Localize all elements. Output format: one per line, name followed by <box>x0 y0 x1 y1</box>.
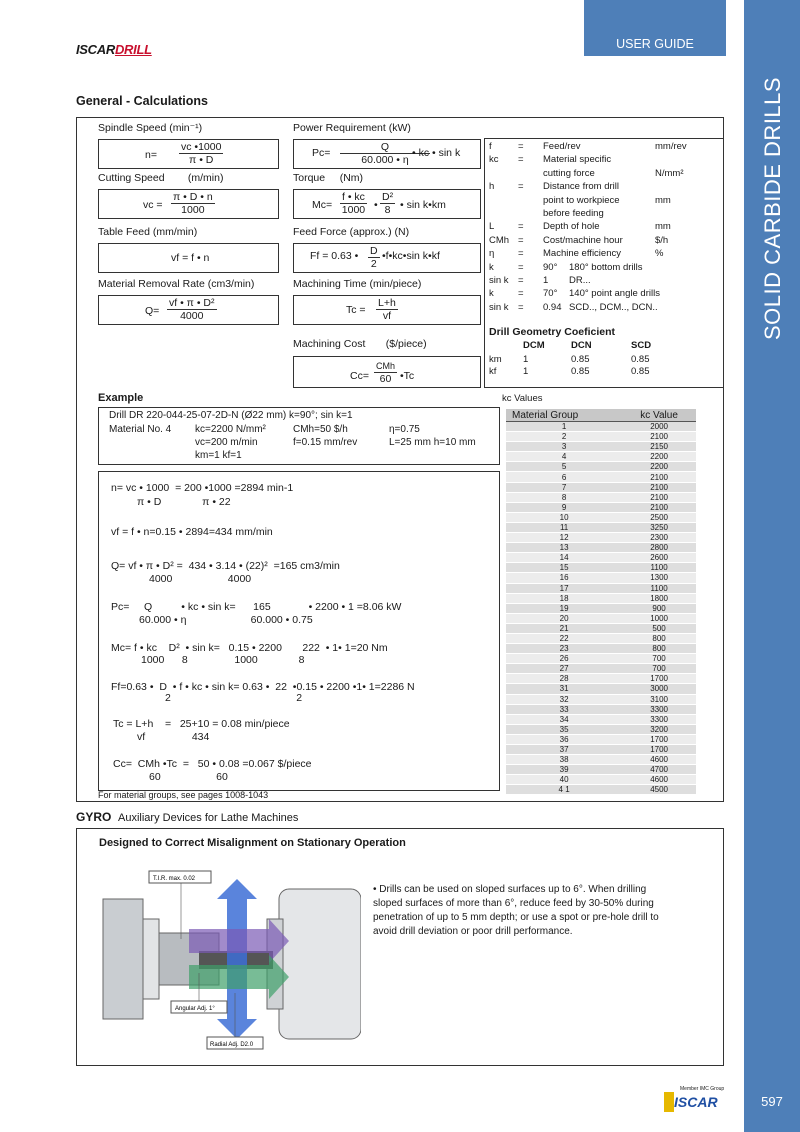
kc-row <box>506 755 696 765</box>
kc-material-group: 4 1 <box>506 785 622 795</box>
mrr-label: Material Removal Rate (cm3/min) <box>98 278 255 290</box>
kc-value: 4600 <box>622 775 696 785</box>
kc-row <box>506 654 696 664</box>
kc-material-group: 32 <box>506 694 622 704</box>
geometry-cell: 1 <box>523 366 529 377</box>
kc-row <box>506 775 696 785</box>
kc-row <box>506 674 696 684</box>
example-title: Example <box>98 392 144 404</box>
legend-cell: 0.94 <box>543 301 562 313</box>
kc-value: 3300 <box>622 704 696 714</box>
table-feed-label: Table Feed (mm/min) <box>98 226 198 238</box>
feed-force-label: Feed Force (approx.) (N) <box>293 226 410 238</box>
kc-material-group: 4 <box>506 452 622 462</box>
kc-row <box>506 522 696 532</box>
legend-cell: mm <box>655 194 671 206</box>
kc-material-group: 22 <box>506 633 622 643</box>
kc-row <box>506 613 696 623</box>
kc-value: 3200 <box>622 724 696 734</box>
geometry-cell: 1 <box>523 354 529 365</box>
kc-row <box>506 734 696 744</box>
kc-material-group: 34 <box>506 714 622 724</box>
tir-label: T.I.R. max. 0.02 <box>153 876 196 882</box>
kc-value: 4700 <box>622 765 696 775</box>
kc-value: 1100 <box>622 583 696 593</box>
kc-row <box>506 492 696 502</box>
example-params: Drill DR 220-044-25-07-2D-N (Ø22 mm) k=90°; sin k=1 Material No. 4 kc=2200 N/mm² CMh=50 $/h η=0.75 vc=200 m/min f=0.15 mm/rev L=25 mm h=10 mm km=1 kf=1 <box>98 407 500 465</box>
geometry-cell: km <box>489 354 502 365</box>
kc-material-group: 2 <box>506 432 622 442</box>
legend-cell: N/mm² <box>655 167 684 179</box>
kc-row <box>506 482 696 492</box>
kc-material-group: 23 <box>506 644 622 654</box>
kc-table <box>506 409 696 795</box>
kc-material-group: 17 <box>506 583 622 593</box>
kc-table-wrap <box>506 409 696 795</box>
legend-cell: = <box>518 154 524 166</box>
kc-row <box>506 633 696 643</box>
kc-material-group: 9 <box>506 502 622 512</box>
kc-value: 2100 <box>622 432 696 442</box>
legend-cell: 1 <box>543 275 549 286</box>
legend-cell: kc <box>489 154 499 166</box>
iscar-drill-logo: ISCARDRILL <box>76 42 152 57</box>
kc-material-group: 5 <box>506 462 622 472</box>
kc-material-group: 11 <box>506 522 622 532</box>
kc-material-group: 20 <box>506 613 622 623</box>
kc-value: 2200 <box>622 452 696 462</box>
kc-material-group: 16 <box>506 573 622 583</box>
legend-cell: 140° point angle drills <box>569 288 660 300</box>
kc-material-group: 18 <box>506 593 622 603</box>
kc-material-group: 8 <box>506 492 622 502</box>
machining-cost-formula: Cc= CMh 60 •Tc <box>293 356 481 388</box>
kc-material-group: 10 <box>506 512 622 522</box>
gyro-frame <box>76 828 724 1066</box>
legend-cell: Cost/machine hour <box>543 234 623 246</box>
geometry-col-header: SCD <box>631 340 652 351</box>
vertical-title <box>744 0 800 360</box>
kc-value: 4500 <box>622 785 696 795</box>
example-q: Q= vf • π • D² = 434 • 3.14 • (22)² =165 cm3/min <box>111 560 340 572</box>
kc-material-group: 7 <box>506 482 622 492</box>
kc-value: 2100 <box>622 482 696 492</box>
example-tc: Tc = L+h = 25+10 = 0.08 min/piece <box>113 718 290 730</box>
kc-header-group: Material Group <box>506 409 622 422</box>
kc-row <box>506 553 696 563</box>
legend-cell: point to workpiece <box>543 194 620 206</box>
kc-row <box>506 593 696 603</box>
legend-cell: = <box>518 234 524 246</box>
legend-cell: Depth of hole <box>543 221 600 233</box>
kc-value: 3250 <box>622 522 696 532</box>
kc-row <box>506 472 696 482</box>
machining-cost-label: Machining Cost ($/piece) <box>293 338 427 350</box>
kc-value: 800 <box>622 633 696 643</box>
page-number: 597 <box>761 1094 783 1109</box>
user-guide-tab: USER GUIDE <box>584 0 726 56</box>
geometry-cell: 0.85 <box>631 354 650 365</box>
kc-value: 2800 <box>622 543 696 553</box>
legend-cell: DR... <box>569 275 591 286</box>
kc-material-group: 27 <box>506 664 622 674</box>
kc-row <box>506 422 696 432</box>
power-label: Power Requirement (kW) <box>293 122 411 134</box>
cutting-speed-label: Cutting Speed (m/min) <box>98 172 224 184</box>
spindle-label: Spindle Speed (min⁻¹) <box>98 122 203 134</box>
kc-value: 2100 <box>622 472 696 482</box>
legend-cell: Material specific <box>543 154 612 166</box>
table-feed-formula: vf = f • n <box>98 243 279 273</box>
kc-row <box>506 603 696 613</box>
kc-row <box>506 704 696 714</box>
kc-values-caption: kc Values <box>502 393 543 404</box>
geometry-col-header: DCN <box>571 340 592 351</box>
kc-value: 2150 <box>622 442 696 452</box>
spindle-formula: n= $\frac{vc •1000}{\pi • D}$ <box>98 139 279 169</box>
legend-cell: = <box>518 275 524 286</box>
kc-value: 2500 <box>622 512 696 522</box>
legend-cell: = <box>518 181 524 193</box>
kc-material-group: 14 <box>506 553 622 563</box>
kc-row <box>506 714 696 724</box>
legend-cell: sin k <box>489 275 509 286</box>
kc-row <box>506 644 696 654</box>
kc-row <box>506 664 696 674</box>
section-title: General - Calculations <box>76 94 208 108</box>
legend-cell: $/h <box>655 234 669 246</box>
kc-row <box>506 745 696 755</box>
feed-force-formula: Ff = 0.63 • $\frac{D}{2}$ •f•kc•sin k•kf <box>293 243 481 273</box>
legend-cell: 70° <box>543 288 558 300</box>
legend-cell: cutting force <box>543 167 595 179</box>
kc-row <box>506 533 696 543</box>
example-cc: Cc= CMh •Tc = 50 • 0.08 =0.067 $/piece <box>113 758 312 770</box>
legend-cell: Feed/rev <box>543 141 581 152</box>
vertical-title-text: SOLID CARBIDE DRILLS <box>760 76 785 340</box>
kc-value: 1700 <box>622 674 696 684</box>
gyro-box-title: Designed to Correct Misalignment on Stationary Operation <box>99 837 406 849</box>
legend-cell: CMh <box>489 234 510 246</box>
example-calculations: n= vc • 1000 = 200 •1000 =2894 min-1 π • D π • 22 vf = f • n=0.15 • 2894=434 mm/min Q= vf • π • D² = 434 • 3.14 • (22)² =165 cm3/min 4000 4000 Pc= Q • kc • sin k= 165 • 2200 • 1 =8.06 kW 60.000 • η 60.000 • 0.75 Mc= f • kc D² • sin k= 0.15 • 2200 222 • 1• 1=20 Nm 1000 8 1000 8 Ff=0.63 • D • f • kc • sin k= 0.63 • 22 •0.15 • 2200 •1• 1=2286 N 2 2 Tc = L+h = 25+10 = 0.08 min/piece vf 434 Cc= CMh •Tc = 50 • 0.08 =0.067 $/piece 60 60 <box>98 471 500 791</box>
kc-material-group: 33 <box>506 704 622 714</box>
kc-row <box>506 512 696 522</box>
mrr-formula: Q= $\frac{\text{vf • π • D²}}{4000}$ <box>98 295 279 325</box>
legend-cell: = <box>518 141 524 152</box>
legend-cell: 180° bottom drills <box>569 261 643 273</box>
legend-cell: before feeding <box>543 208 604 219</box>
kc-value: 2100 <box>622 502 696 512</box>
kc-material-group: 35 <box>506 724 622 734</box>
kc-material-group: 13 <box>506 543 622 553</box>
legend-cell: = <box>518 221 524 233</box>
angular-label: Angular Adj. 1° <box>175 1006 215 1012</box>
kc-row <box>506 442 696 452</box>
kc-value: 1000 <box>622 613 696 623</box>
legend-cell: k <box>489 288 494 300</box>
kc-material-group: 1 <box>506 422 622 432</box>
example-n: n= vc • 1000 = 200 •1000 =2894 min-1 <box>111 482 294 494</box>
kc-row <box>506 583 696 593</box>
kc-material-group: 3 <box>506 442 622 452</box>
kc-header-value: kc Value <box>622 409 696 422</box>
legend-cell: 90° <box>543 261 558 273</box>
kc-material-group: 12 <box>506 533 622 543</box>
iscar-footer-logo: Member IMC Group ISCAR <box>660 1086 730 1114</box>
legend-cell: η <box>489 248 495 260</box>
geometry-title: Drill Geometry Coeficient <box>489 326 616 338</box>
torque-formula: Mc= $\frac{f • kc}{1000}$ • $\frac{\text{D²}}{8}$ • sin k•km <box>293 189 481 219</box>
kc-row <box>506 785 696 795</box>
legend-cell: = <box>518 261 524 273</box>
torque-label: Torque (Nm) <box>293 172 364 184</box>
legend-cell: Distance from drill <box>543 181 620 193</box>
kc-material-group: 15 <box>506 563 622 573</box>
kc-material-group: 21 <box>506 623 622 633</box>
kc-value: 1700 <box>622 734 696 744</box>
kc-value: 800 <box>622 644 696 654</box>
kc-row <box>506 623 696 633</box>
kc-value: 700 <box>622 664 696 674</box>
legend-cell: = <box>518 301 524 313</box>
power-formula: Pc= $\frac{Q}{60.000 • \eta}$ • kc • sin k <box>293 139 481 169</box>
legend-cell: k <box>489 261 494 273</box>
legend-cell: mm <box>655 221 671 233</box>
material-groups-note: For material groups, see pages 1008-1043 <box>98 790 269 800</box>
geometry-cell: kf <box>489 366 497 377</box>
kc-value: 3300 <box>622 714 696 724</box>
kc-material-group: 31 <box>506 684 622 694</box>
kc-material-group: 26 <box>506 654 622 664</box>
kc-value: 1300 <box>622 573 696 583</box>
kc-row <box>506 573 696 583</box>
kc-value: 1700 <box>622 745 696 755</box>
legend-cell: mm/rev <box>655 141 687 152</box>
example-pc: Pc= Q • kc • sin k= 165 • 2200 • 1 =8.06 kW <box>111 601 402 613</box>
kc-value: 2100 <box>622 492 696 502</box>
kc-material-group: 19 <box>506 603 622 613</box>
example-vf: vf = f • n=0.15 • 2894=434 mm/min <box>111 526 273 538</box>
kc-material-group: 37 <box>506 745 622 755</box>
legend-cell: Machine efficiency <box>543 248 621 260</box>
kc-value: 2600 <box>622 553 696 563</box>
kc-row <box>506 765 696 775</box>
kc-material-group: 28 <box>506 674 622 684</box>
radial-label: Radial Adj. D2.0 <box>210 1042 254 1048</box>
geometry-col-header: DCM <box>523 340 545 351</box>
kc-row <box>506 502 696 512</box>
legend-cell: sin k <box>489 301 509 313</box>
kc-value: 900 <box>622 603 696 613</box>
symbol-legend <box>484 138 724 388</box>
kc-value: 3000 <box>622 684 696 694</box>
kc-value: 4600 <box>622 755 696 765</box>
kc-value: 500 <box>622 623 696 633</box>
geometry-cell: 0.85 <box>571 366 590 377</box>
cutting-speed-formula: vc = $\frac{\pi • D • n}{1000}$ <box>98 189 279 219</box>
example-ff: Ff=0.63 • D • f • kc • sin k= 0.63 • 22 •0.15 • 2200 •1• 1=2286 N <box>111 681 415 693</box>
machining-time-formula: Tc = $\frac{L+h}{vf}$ <box>293 295 481 325</box>
kc-row <box>506 462 696 472</box>
machining-time-label: Machining Time (min/piece) <box>293 278 422 290</box>
kc-material-group: 36 <box>506 734 622 744</box>
kc-value: 2300 <box>622 533 696 543</box>
kc-material-group: 40 <box>506 775 622 785</box>
geometry-cell: 0.85 <box>571 354 590 365</box>
kc-row <box>506 684 696 694</box>
gyro-device-illustration <box>99 869 361 1059</box>
kc-value: 3100 <box>622 694 696 704</box>
kc-material-group: 39 <box>506 765 622 775</box>
kc-value: 1100 <box>622 563 696 573</box>
gyro-title: GYRO Auxiliary Devices for Lathe Machines <box>76 810 299 824</box>
kc-row <box>506 432 696 442</box>
geometry-cell: 0.85 <box>631 366 650 377</box>
kc-row <box>506 543 696 553</box>
legend-cell: = <box>518 288 524 300</box>
legend-cell: f <box>489 141 492 152</box>
kc-material-group: 6 <box>506 472 622 482</box>
kc-material-group: 38 <box>506 755 622 765</box>
legend-cell: = <box>518 248 524 260</box>
kc-row <box>506 694 696 704</box>
gyro-bullet: • Drills can be used on sloped surfaces up to 6°. When drilling sloped surfaces of more than 6°, reduce feed by 30-50% during penetration of up to 5 mm depth; or use a spot or pre-hole drill to avoid drill deviation or poor drill performance. <box>373 884 659 937</box>
kc-value: 700 <box>622 654 696 664</box>
kc-value: 2000 <box>622 422 696 432</box>
kc-row <box>506 452 696 462</box>
kc-value: 1800 <box>622 593 696 603</box>
example-mc: Mc= f • kc D² • sin k= 0.15 • 2200 222 • 1• 1=20 Nm <box>111 642 388 654</box>
legend-cell: h <box>489 181 495 193</box>
legend-cell: SCD.., DCM.., DCN.. <box>569 301 658 313</box>
legend-cell: L <box>489 221 495 233</box>
kc-value: 2200 <box>622 462 696 472</box>
kc-row <box>506 563 696 573</box>
legend-cell: % <box>655 248 664 260</box>
kc-row <box>506 724 696 734</box>
